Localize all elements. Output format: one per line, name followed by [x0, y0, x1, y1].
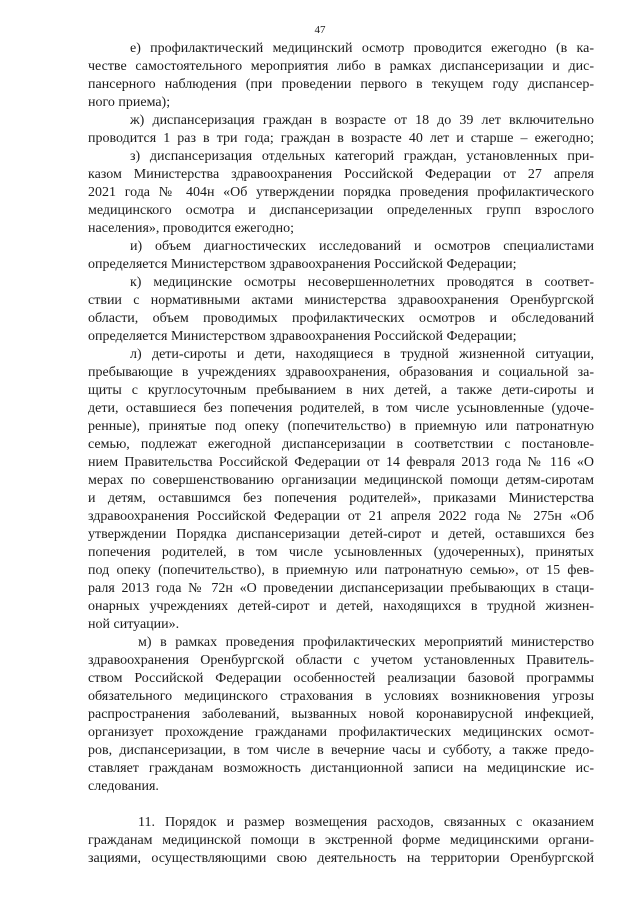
text-line: 11. Порядок и размер возмещения расходов, связанных с оказанием [138, 815, 594, 830]
text-line: пансерного наблюдения (при проведении первого в текущем году диспансер- [88, 77, 594, 92]
text-line: раля 2013 года № 72н «О проведении диспансеризации пребывающих в стаци- [88, 581, 594, 596]
text-line: ствии с нормативными актами министерства здравоохранения Оренбургской [88, 293, 594, 308]
text-line: ного приема); [88, 95, 171, 110]
text-line: организует прохождение гражданами профилактических медицинских осмот- [88, 725, 594, 740]
text-line: области, объем проводимых профилактических осмотров и обследований [88, 311, 594, 326]
text-line: определяется Министерством здравоохранения Российской Федерации; [88, 329, 517, 344]
text-line: населения», проводится ежегодно; [88, 221, 295, 236]
text-line: здравоохранения Российской Федерации от 21 апреля 2022 года № 275н «Об [88, 509, 594, 524]
text-line: онарных учреждениях детей-сирот и детей, находящихся в трудной жизнен- [88, 599, 594, 614]
text-line: проводится 1 раз в три года; граждан в возрасте 40 лет и старше – ежегодно; [88, 131, 594, 146]
text-line: зациями, осуществляющими свою деятельность на территории Оренбургской [88, 851, 594, 866]
text-line: л) дети-сироты и дети, находящиеся в трудной жизненной ситуации, [130, 347, 594, 362]
text-line: нием Правительства Российской Федерации от 14 февраля 2013 года № 116 «О [88, 455, 594, 470]
text-line: щиты с круглосуточным пребыванием в них детей, а также дети-сироты и [88, 383, 594, 398]
text-line: дети, оставшиеся без попечения родителей, в том числе усыновленные (удоче- [88, 401, 594, 416]
text-line: ж) диспансеризация граждан в возрасте от 18 до 39 лет включительно [130, 113, 594, 128]
text-line: медицинского осмотра и диспансеризации определенных групп взрослого [88, 203, 594, 218]
text-line: здравоохранения Оренбургской области с учетом установленных Правитель- [88, 653, 594, 668]
text-line: пребывающие в учреждениях здравоохранения, образования и социальной за- [88, 365, 594, 380]
text-line: под опеку (попечительство), в приемную или патронатную семью», от 15 фев- [88, 563, 594, 578]
text-line: 2021 года № 404н «Об утверждении порядка проведения профилактического [88, 185, 594, 200]
text-line: гражданам медицинской помощи в экстренной форме медицинскими органи- [88, 833, 594, 848]
text-line: распространения заболеваний, вызванных новой коронавирусной инфекцией, [88, 707, 594, 722]
text-line: честве самостоятельного мероприятия либо в рамках диспансеризации и дис- [88, 59, 594, 74]
text-line: е) профилактический медицинский осмотр проводится ежегодно (в ка- [130, 41, 594, 56]
text-line: и) объем диагностических исследований и осмотров специалистами [130, 239, 594, 254]
text-line: ставляет гражданам возможность дистанционной записи на медицинские ис- [88, 761, 594, 776]
text-line: обязательного медицинского страхования в условиях возникновения угрозы [88, 689, 594, 704]
text-line: и детям, оставшимся без попечения родителей», приказами Министерства [88, 491, 594, 506]
text-line: следования. [88, 779, 159, 794]
text-line: ной ситуации». [88, 617, 180, 632]
text-line: м) в рамках проведения профилактических мероприятий министерство [138, 635, 594, 650]
text-line: утверждении Порядка диспансеризации детей-сирот и детей, оставшихся без [88, 527, 594, 542]
text-line: ров, диспансеризации, в том числе в вечерние часы и субботу, а также предо- [88, 743, 594, 758]
text-line: к) медицинские осмотры несовершеннолетних проводятся в соответ- [130, 275, 594, 290]
text-line: ренные), принятые под опеку (попечительство) в приемную или патронатную [88, 419, 594, 434]
text-line: з) диспансеризация отдельных категорий граждан, установленных при- [130, 149, 594, 164]
text-line: ством Российской Федерации особенностей реализации базовой программы [88, 671, 594, 686]
page-number: 47 [314, 24, 326, 36]
text-line: мерах по совершенствованию организации медицинской помощи детям-сиротам [88, 473, 594, 488]
text-line: попечения родителей, в том числе усыновленных (удочеренных), принятых [88, 545, 594, 560]
text-line: казом Министерства здравоохранения Российской Федерации от 27 апреля [88, 167, 594, 182]
text-line: семью, подлежат ежегодной диспансеризации в соответствии с постановле- [88, 437, 594, 452]
text-line: определяется Министерством здравоохранения Российской Федерации; [88, 257, 517, 272]
